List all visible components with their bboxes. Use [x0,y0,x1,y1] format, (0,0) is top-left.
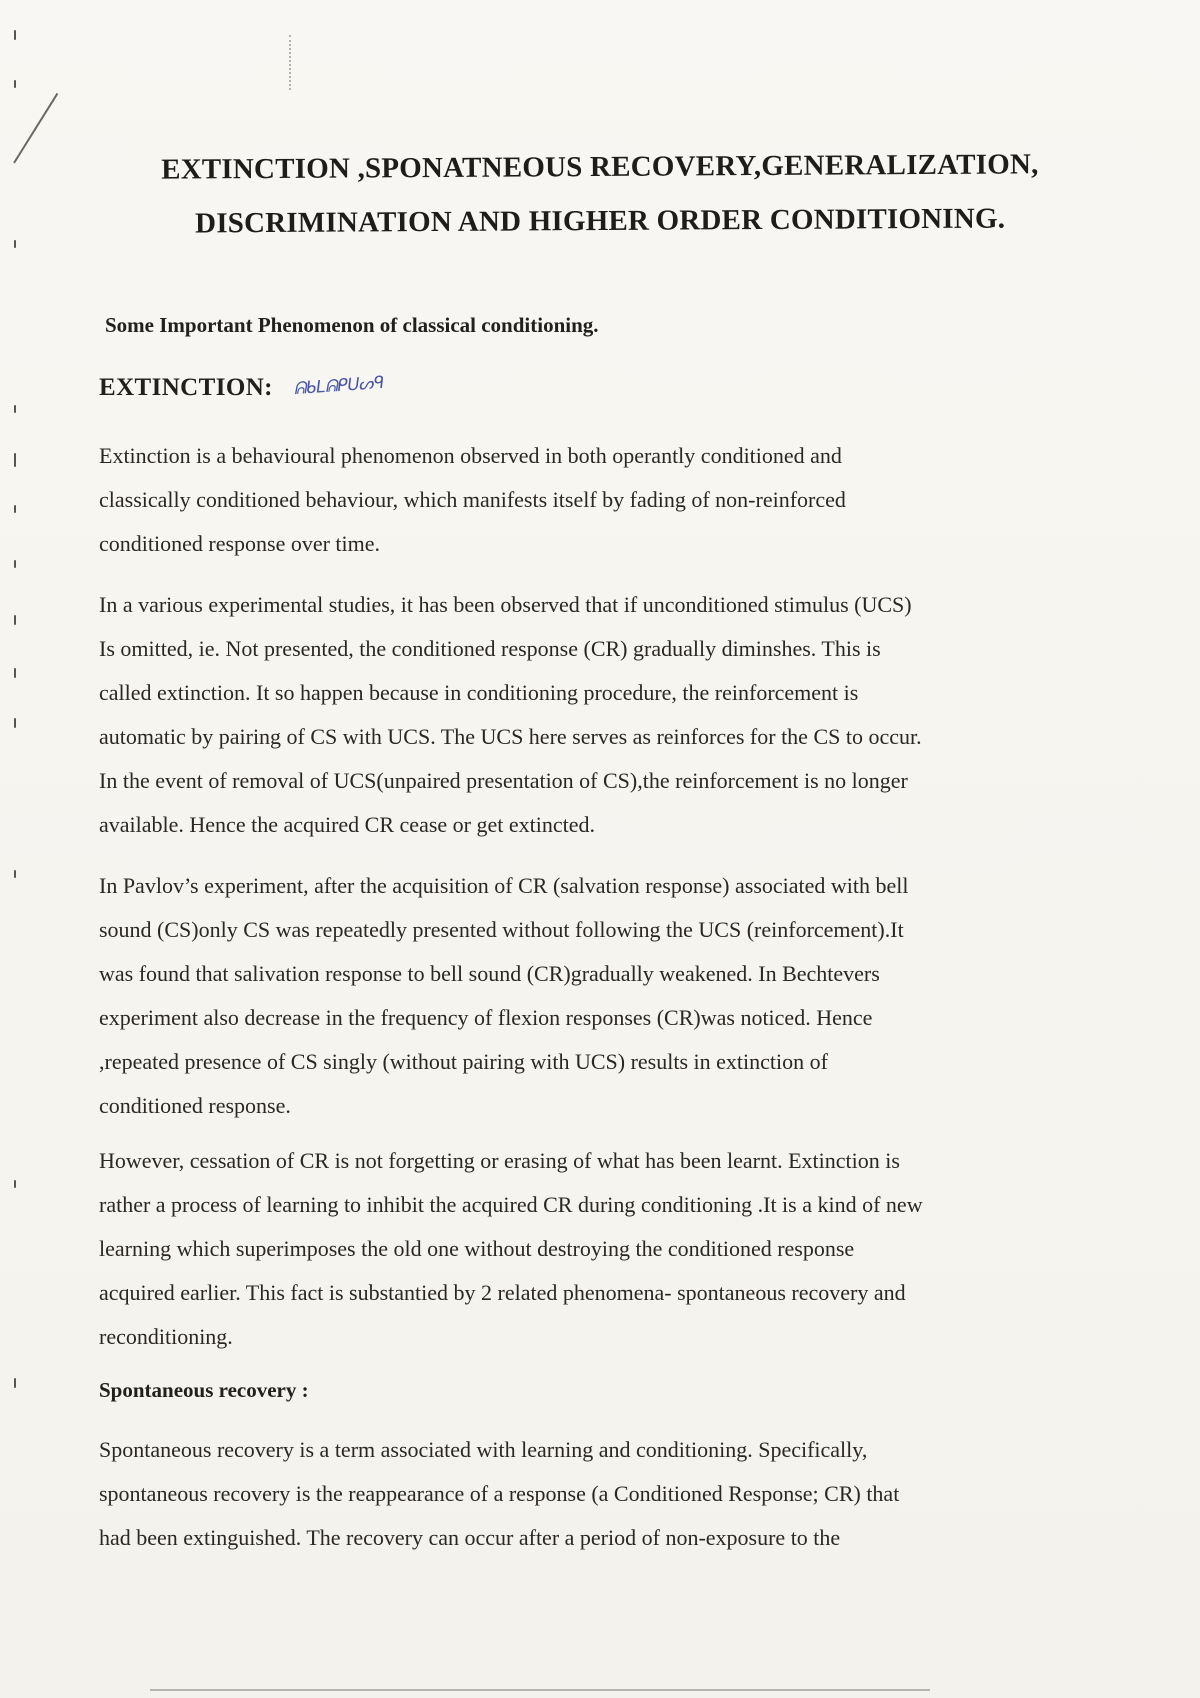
binding-edge-mark [14,668,16,678]
paragraph-line: In Pavlov’s experiment, after the acquisition of CR (salvation response) associated with bell [99,873,909,898]
scan-dotted-artifact [289,35,291,90]
paragraph-line: was found that salivation response to bell sound (CR)gradually weakened. In Bechtevers [99,961,880,986]
section-subheading: Some Important Phenomenon of classical conditioning. [105,313,599,337]
paragraph-line: classically conditioned behaviour, which manifests itself by fading of non-reinforced [99,487,846,512]
extinction-paragraph-3 [99,864,1109,1128]
pen-stroke-mark [13,93,58,164]
spontaneous-recovery-paragraph [99,1428,1109,1560]
paragraph-line: learning which superimposes the old one without destroying the conditioned response [99,1236,855,1261]
paragraph-line: reconditioning. [99,1324,233,1349]
paragraph-line: had been extinguished. The recovery can occur after a period of non-exposure to the [99,1525,841,1550]
binding-edge-mark [14,560,16,568]
binding-edge-mark [14,1378,16,1388]
extinction-paragraph-2 [99,583,1109,847]
paragraph-line: sound (CS)only CS was repeatedly presented without following the UCS (reinforcement).It [99,917,904,942]
paragraph-line: In a various experimental studies, it has been observed that if unconditioned stimulus (UCS) [99,592,912,617]
binding-edge-mark [14,870,16,878]
binding-edge-mark [14,80,16,88]
paragraph-line: conditioned response. [99,1093,291,1118]
binding-edge-mark [14,505,16,513]
page-title [100,137,1101,251]
paragraph-line: Extinction is a behavioural phenomenon observed in both operantly conditioned and [99,443,842,468]
binding-edge-mark [14,405,16,413]
binding-edge-mark [14,615,16,625]
binding-edge-mark [14,1180,16,1188]
paragraph-line: acquired earlier. This fact is substantied by 2 related phenomena- spontaneous recovery and [99,1280,906,1305]
handwritten-annotation: ᕱᑲᒪᕱᑭᑌᔕᑫ [292,372,385,400]
paragraph-line: However, cessation of CR is not forgetting or erasing of what has been learnt. Extinction is [99,1148,900,1173]
paragraph-line: automatic by pairing of CS with UCS. The UCS here serves as reinforces for the CS to occur. [99,724,922,749]
page-title-line-1: EXTINCTION ,SPONATNEOUS RECOVERY,GENERALIZATION, [161,148,1039,186]
page-title-line-2: DISCRIMINATION AND HIGHER ORDER CONDITIONING. [195,202,1006,240]
paragraph-line: experiment also decrease in the frequency of flexion responses (CR)was noticed. Hence [99,1005,873,1030]
paragraph-line: rather a process of learning to inhibit the acquired CR during conditioning .It is a kind of new [99,1192,923,1217]
extinction-heading-text: EXTINCTION: [99,374,273,401]
paragraph-line: Spontaneous recovery is a term associated with learning and conditioning. Specifically, [99,1437,868,1462]
paragraph-line: ,repeated presence of CS singly (without pairing with UCS) results in extinction of [99,1049,828,1074]
binding-edge-mark [14,453,16,467]
binding-edge-mark [14,30,16,40]
paragraph-line: available. Hence the acquired CR cease or get extincted. [99,812,595,837]
extinction-paragraph-1 [99,434,1109,566]
binding-edge-mark [14,718,16,728]
extinction-heading [99,374,384,402]
paragraph-line: Is omitted, ie. Not presented, the conditioned response (CR) gradually diminshes. This is [99,636,881,661]
spontaneous-recovery-heading: Spontaneous recovery : [99,1378,309,1402]
page-bottom-rule [150,1689,930,1691]
paragraph-line: conditioned response over time. [99,531,381,556]
paragraph-line: spontaneous recovery is the reappearance of a response (a Conditioned Response; CR) that [99,1481,900,1506]
paragraph-line: In the event of removal of UCS(unpaired presentation of CS),the reinforcement is no longer [99,768,908,793]
paragraph-line: called extinction. It so happen because in conditioning procedure, the reinforcement is [99,680,859,705]
extinction-paragraph-4 [99,1139,1109,1359]
binding-edge-mark [14,240,16,248]
